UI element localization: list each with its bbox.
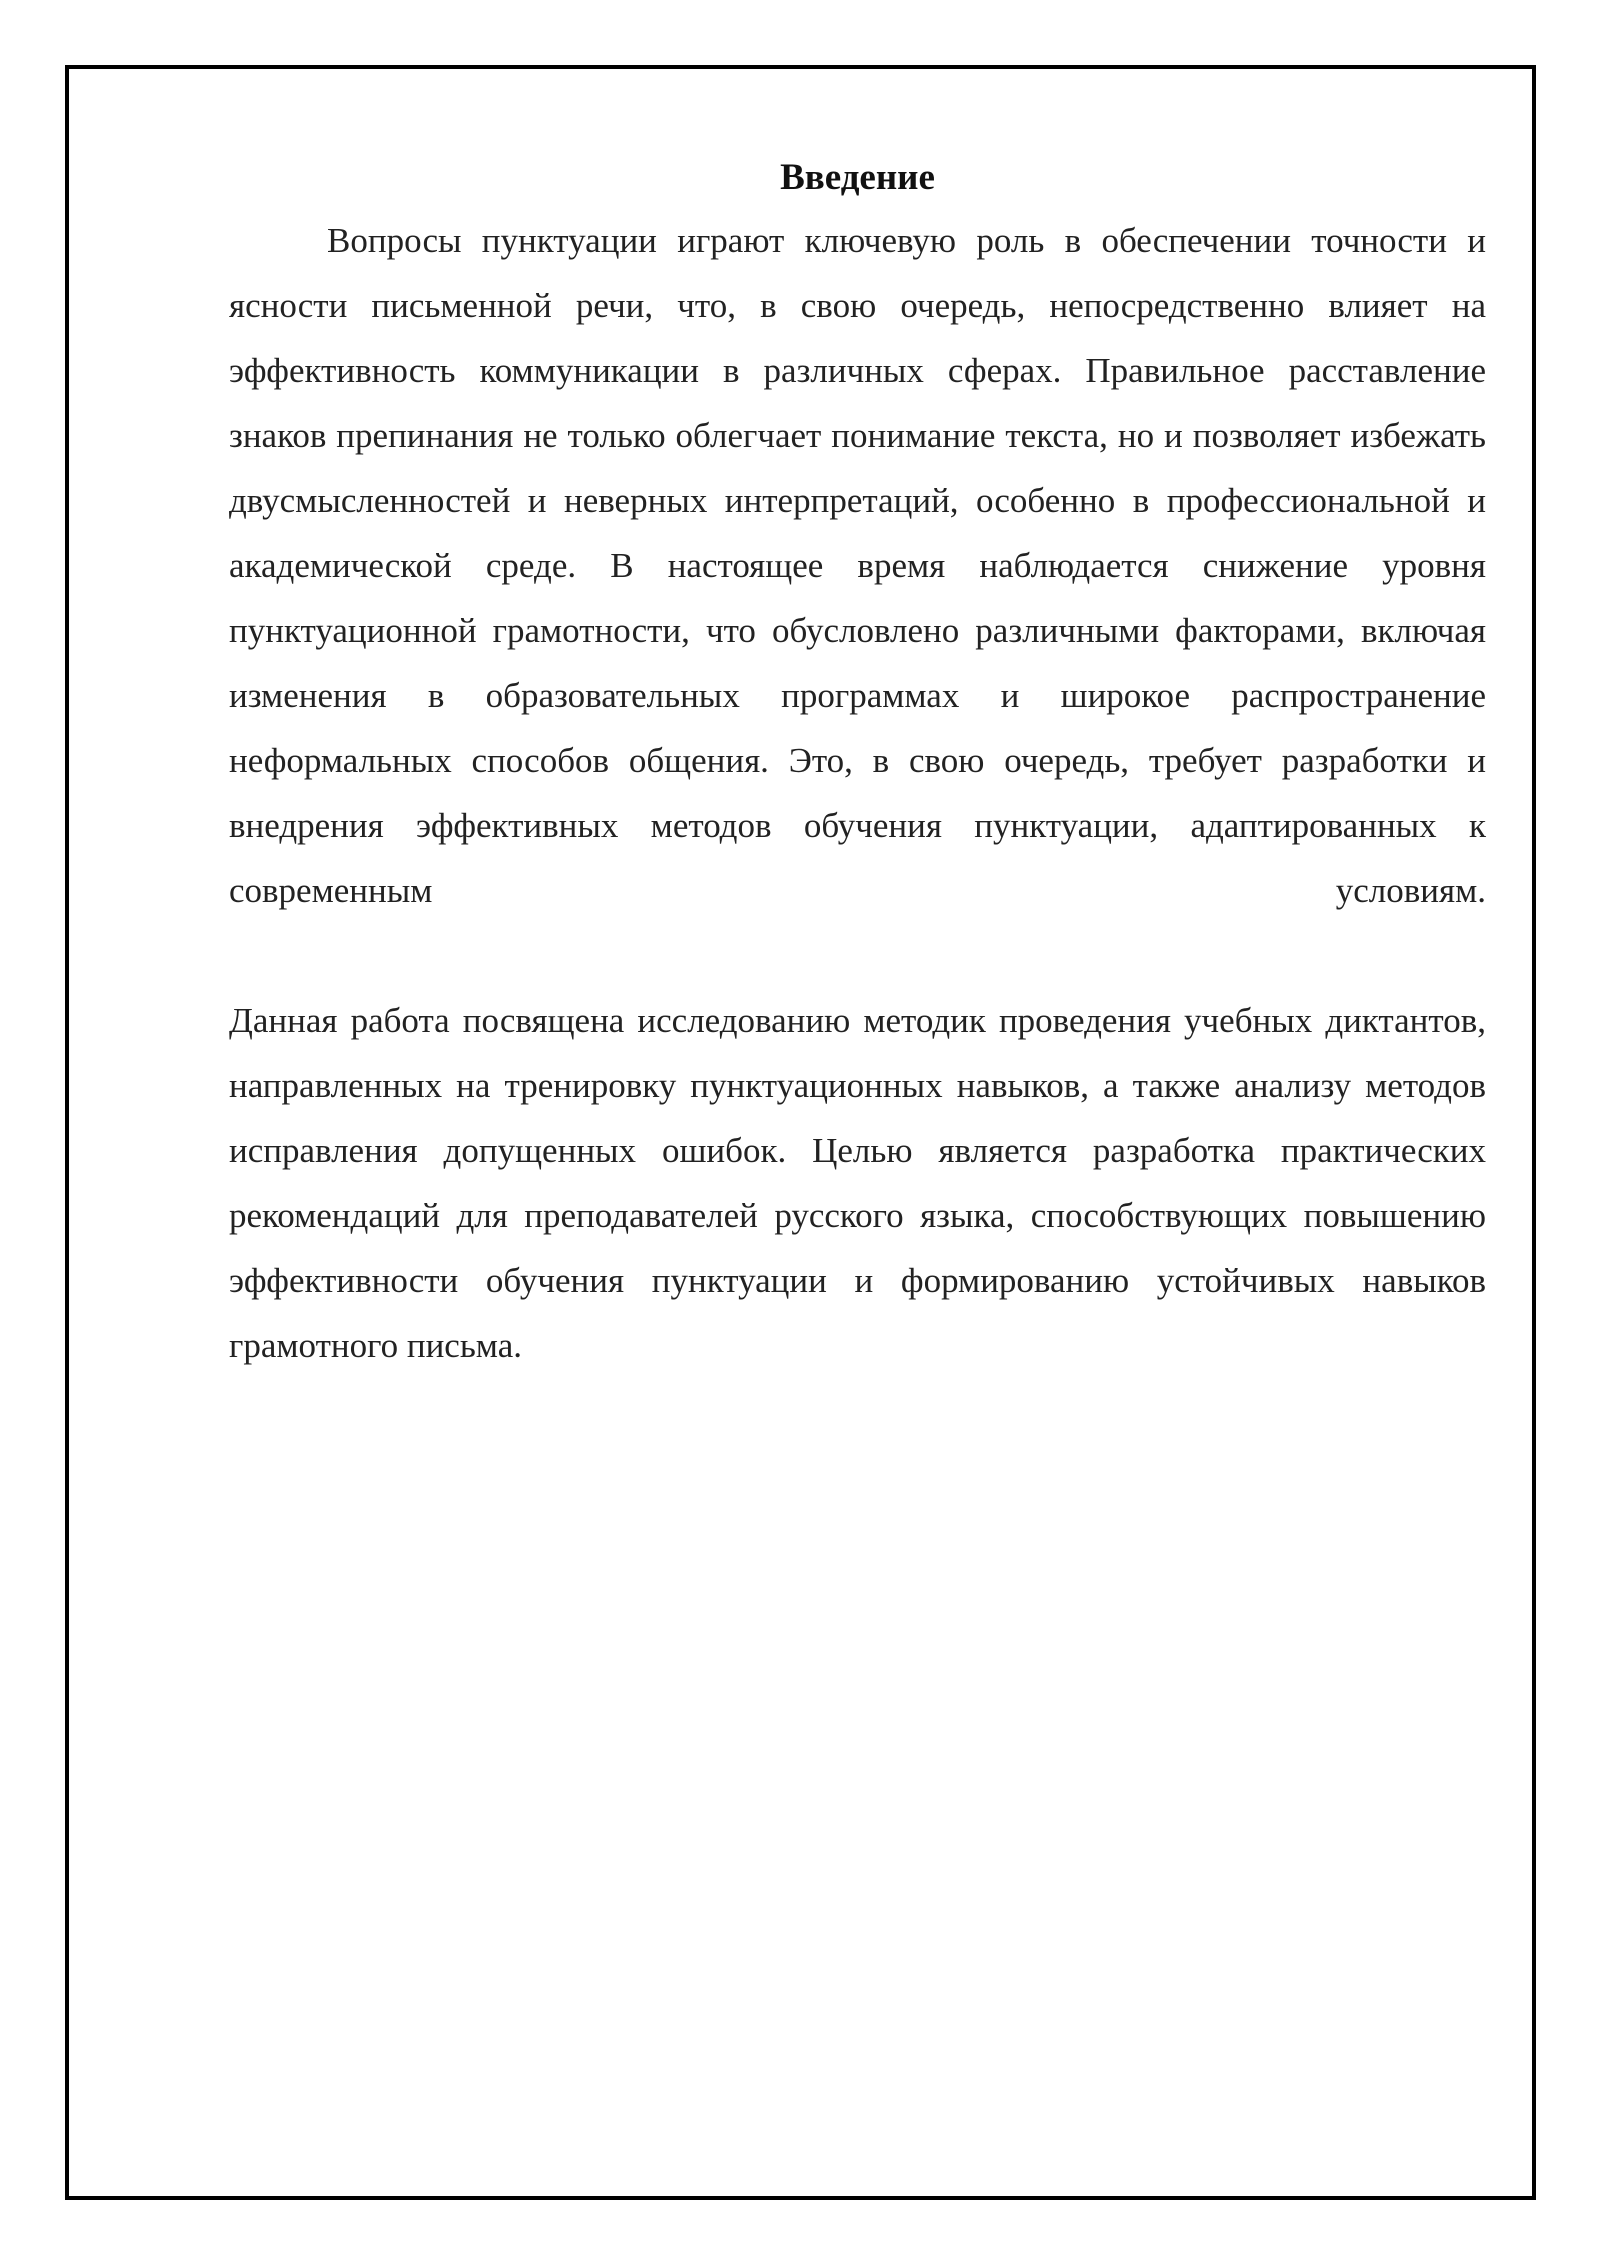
document-body bbox=[229, 148, 1486, 1378]
paragraph-spacer bbox=[229, 923, 1486, 988]
paragraph-1: Вопросы пунктуации играют ключевую роль в обеспечении точности и ясности письменной речи, что, в свою очередь, непосредственно влияет на эффективность коммуникации в различных сферах. Правильное расставление знаков препинания не только облегчает понимание текста, но и позволяет избежать двусмысленностей и неверных интерпретаций, особенно в профессиональной и академической среде. В настоящее время наблюдается снижение уровня пунктуационной грамотности, что обусловлено различными факторами, включая изменения в образовательных программах и широкое распространение неформальных способов общения. Это, в свою очередь, требует разработки и внедрения эффективных методов обучения пунктуации, адаптированных к современным условиям. bbox=[229, 221, 1486, 910]
paragraph-2: Данная работа посвящена исследованию методик проведения учебных диктантов, направленных на тренировку пунктуационных навыков, а также анализу методов исправления допущенных ошибок. Целью является разработка практических рекомендаций для преподавателей русского языка, способствующих повышению эффективности обучения пунктуации и формированию устойчивых навыков грамотного письма. bbox=[229, 1001, 1486, 1365]
document-title: Введение bbox=[780, 157, 935, 198]
